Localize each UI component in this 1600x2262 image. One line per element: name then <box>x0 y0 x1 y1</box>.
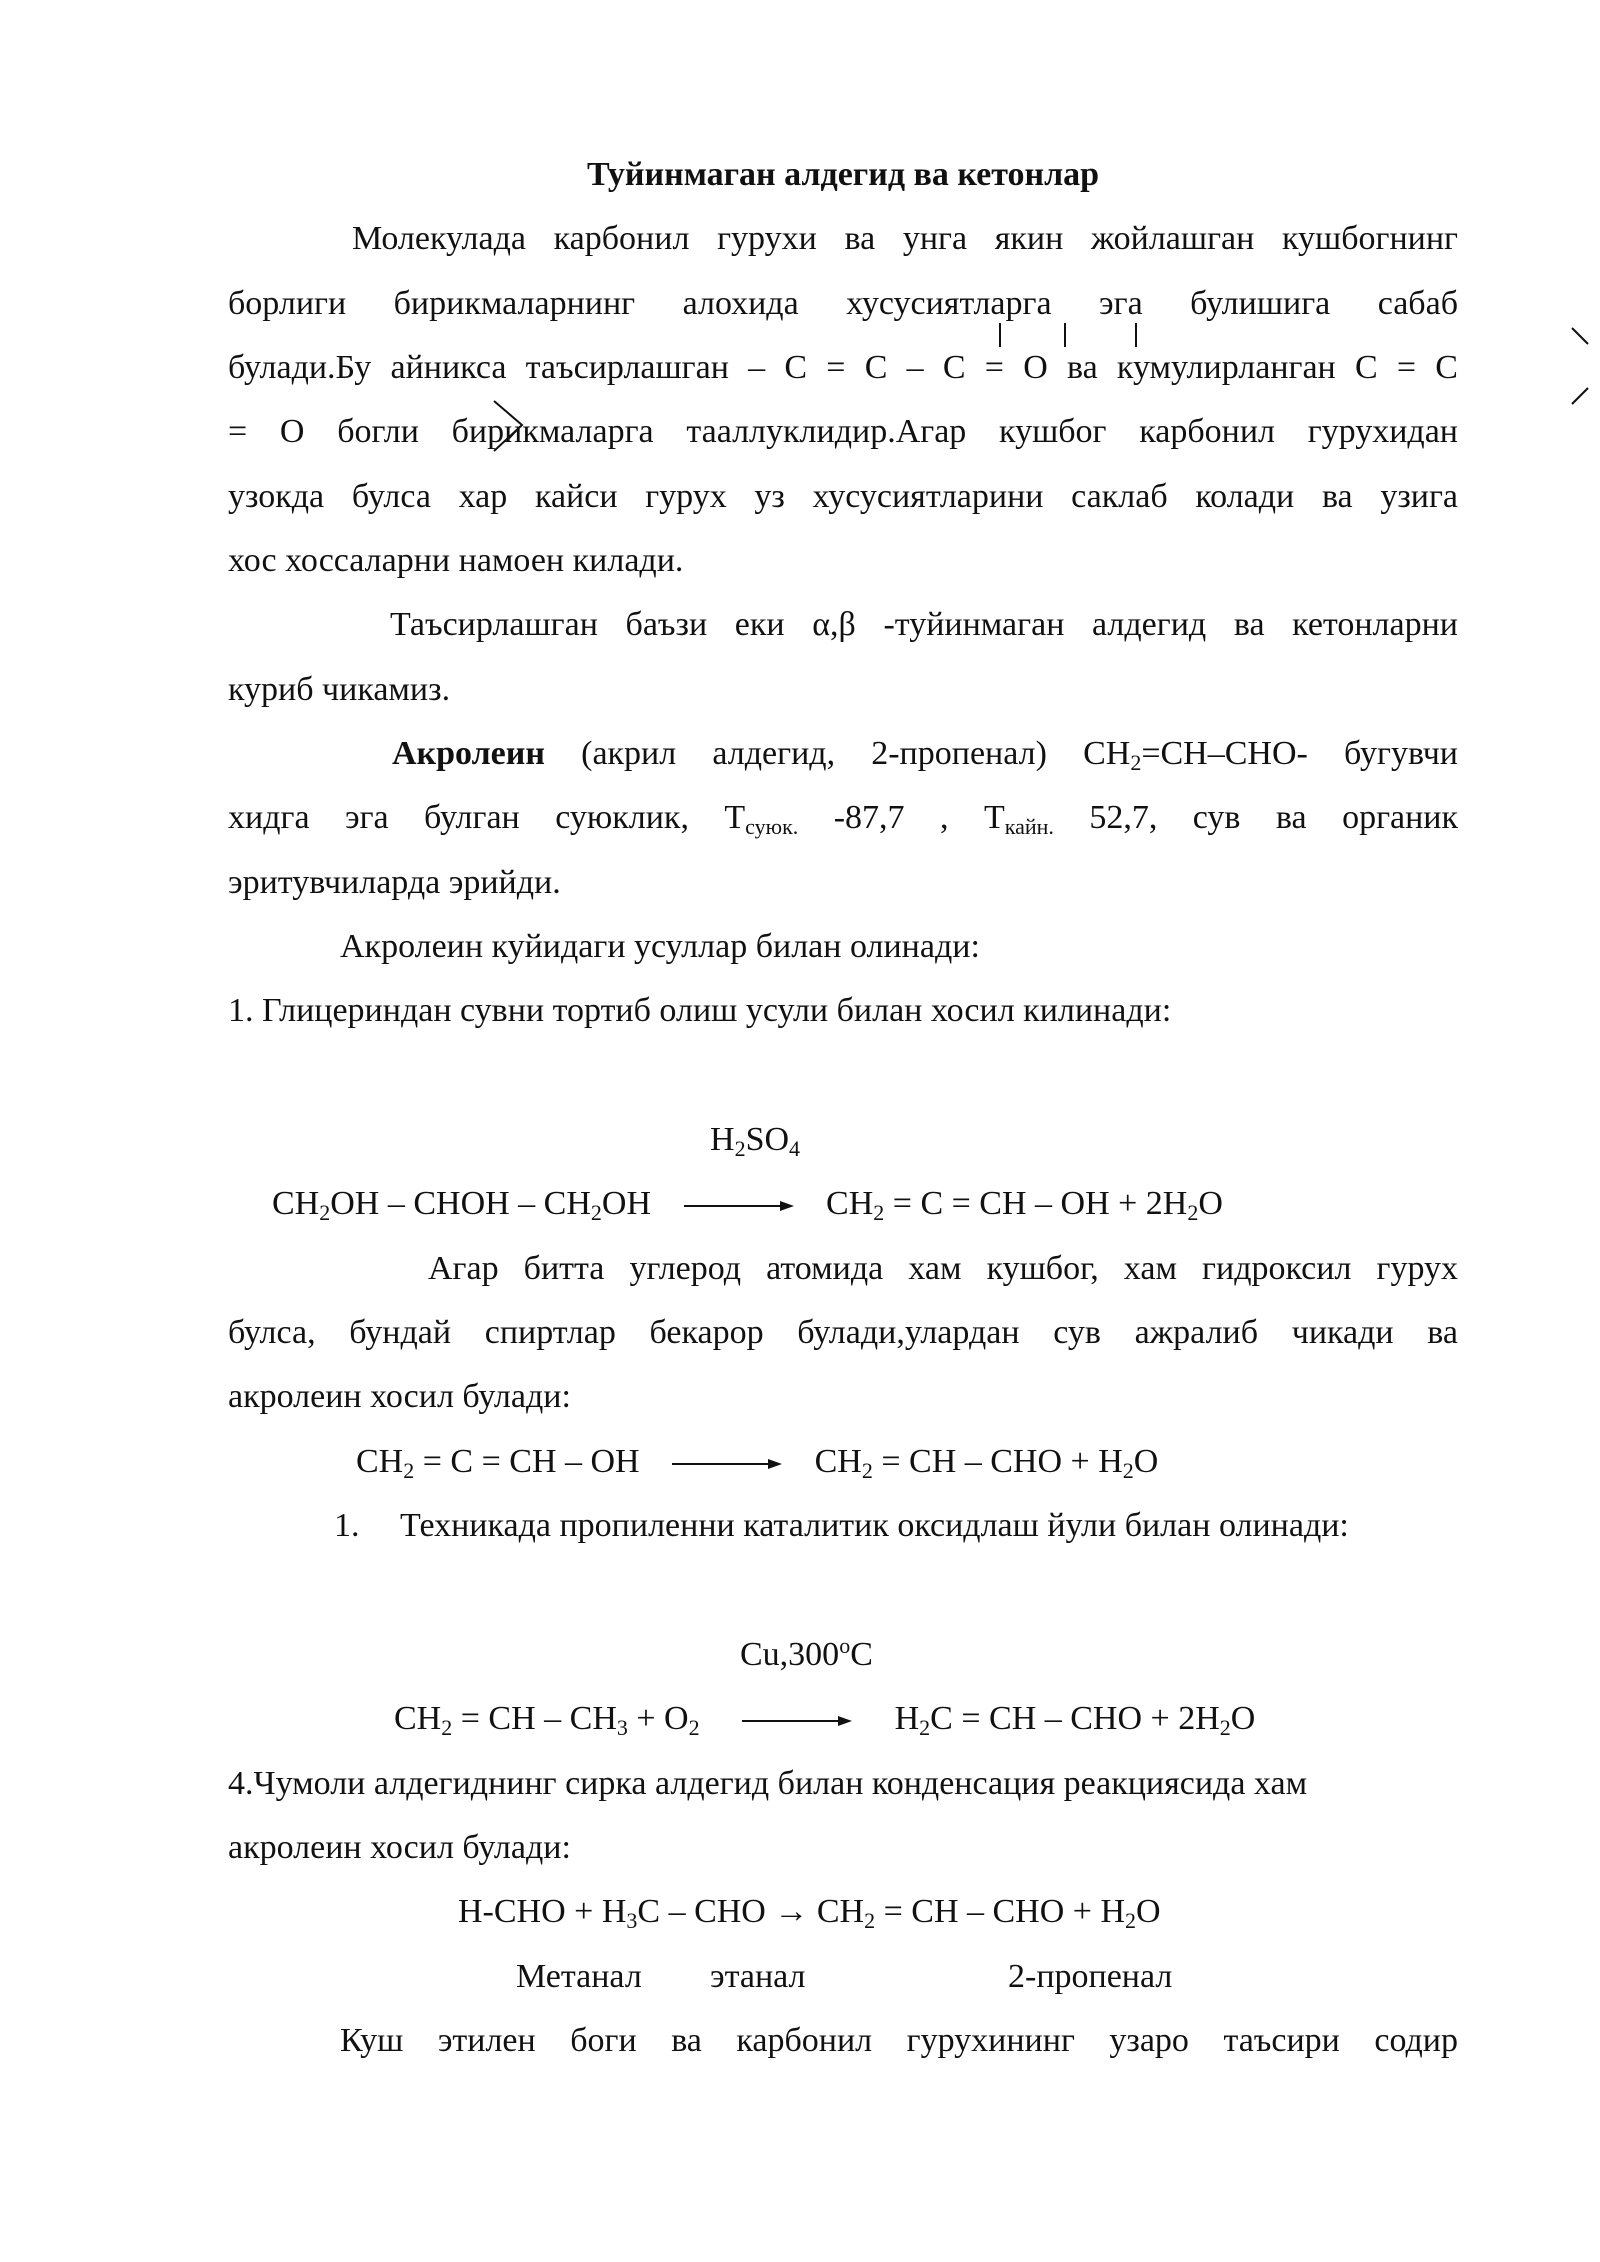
paragraph-line: хос хоссаларни намоен килади. <box>228 542 684 579</box>
label-methanal: Метанал <box>516 1958 642 1995</box>
bond-stroke <box>1572 328 1588 344</box>
reaction-arrow <box>732 1714 862 1728</box>
paragraph-line: эритувчиларда эрийди. <box>228 864 561 901</box>
reaction-1: $CH_2OH$ – CHOH – $CH_2OH$ $CH_2 = C$ = CH – OH + $2H_2O$ <box>272 1185 1223 1225</box>
paragraph-line: борлиги бирикмаларнинг алохида хусусиятларга эга булишига сабаб <box>228 285 1458 322</box>
label-propenal: 2-пропенал <box>1008 1958 1173 1995</box>
paragraph-line: Таъсирлашган баъзи еки α,β -туйинмаган алдегид ва кетонларни <box>390 606 1458 643</box>
methods-intro: Акролеин куйидаги усуллар билан олинади: <box>340 928 980 965</box>
paragraph-line: акролеин хосил булади: <box>228 1378 571 1415</box>
paragraph-line: Агар битта углерод атомида хам кушбог, хам гидроксил гурух <box>428 1250 1458 1287</box>
paragraph-line: = О богли бирикмаларга тааллуклидир.Агар кушбог карбонил гурухидан <box>228 413 1458 450</box>
paragraph-line: булади.Бу айникса таъсирлашган – С = С – С = О ва кумулирланган С = С <box>228 349 1458 386</box>
paragraph-line: Куш этилен боги ва карбонил гурухининг узаро таъсири содир <box>340 2022 1458 2059</box>
paragraph-line: акролеин хосил булади: <box>228 1829 571 1866</box>
method-4: 4.Чумоли алдегиднинг сирка алдегид билан конденсация реакциясида хам <box>228 1765 1308 1802</box>
paragraph-line: булса, бундай спиртлар бекарор булади,улардан сув ажралиб чикади ва <box>228 1314 1458 1351</box>
label-ethanal: этанал <box>710 1958 806 1995</box>
catalyst-cu: Cu,300$^o$C <box>740 1633 873 1673</box>
paragraph-line: Молекулада карбонил гурухи ва унга якин жойлашган кушбогнинг <box>352 220 1458 257</box>
reaction-4: $H-CHO + H_3C$ – CHO → $CH_2$ = CH – CHO + $H_2O$ <box>458 1893 1161 1933</box>
bond-stroke <box>1572 388 1588 404</box>
method-1: 1. Глицериндан сувни тортиб олиш усули билан хосил килинади: <box>228 992 1172 1029</box>
paragraph-line: куриб чикамиз. <box>228 671 451 708</box>
acrolein-line: Акролеин (акрил алдегид, 2-пропенал) $CH_2=CH-CHO-$ бугувчи <box>392 735 1458 775</box>
catalyst-h2so4: $H_2SO_4$ <box>710 1121 801 1161</box>
reaction-3: $CH_2$ = CH – $CH_3 + O_2$ $H_2C$ = CH – CHO + $2H_2O$ <box>394 1700 1256 1740</box>
method-2: Техникада пропиленни каталитик оксидлаш йули билан олинади: <box>400 1507 1349 1544</box>
acrolein-properties-line: хидга эга булган суюклик, $T_{суюк.}$ -87,7 , $T_{кайн.}$ 52,7, сув ва органик <box>228 799 1459 839</box>
reaction-2: $CH_2 = C$ = CH – OH $CH_2$ = CH – CHO + $H_2O$ <box>356 1443 1159 1483</box>
reaction-arrow <box>684 1199 794 1213</box>
reaction-arrow <box>672 1457 782 1471</box>
list-number: 1. <box>334 1507 360 1544</box>
acrolein-name: Акролеин <box>392 735 545 772</box>
page-title: Туйинмаган алдегид ва кетонлар <box>586 156 1100 193</box>
paragraph-line: узокда булса хар кайси гурух уз хусусиятларини саклаб колади ва узига <box>228 478 1458 515</box>
